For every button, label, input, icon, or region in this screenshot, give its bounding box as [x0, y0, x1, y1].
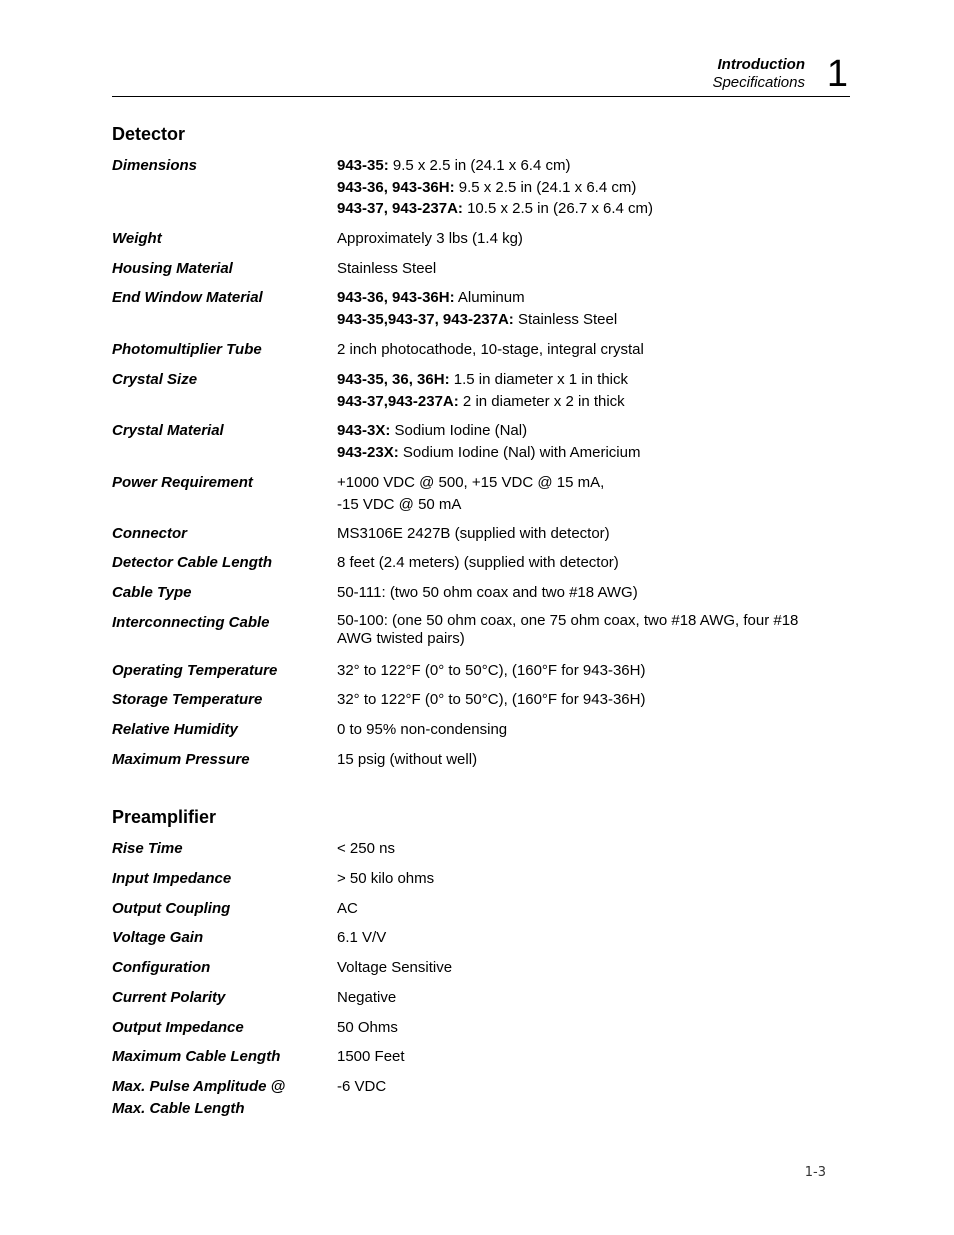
- spec-label: Input Impedance: [112, 870, 232, 887]
- spec-value: 50 Ohms: [337, 1019, 398, 1036]
- spec-label: Maximum Pressure: [112, 751, 250, 768]
- spec-value: > 50 kilo ohms: [337, 870, 435, 887]
- running-head: [712, 56, 805, 92]
- spec-value: AC: [337, 900, 358, 917]
- spec-value: Approximately 3 lbs (1.4 kg): [337, 230, 523, 247]
- chapter-number: 1: [826, 53, 848, 95]
- spec-value: 50-100: (one 50 ohm coax, one 75 ohm coax, two #18 AWG, four #18 AWG twisted pairs): [337, 612, 799, 647]
- chapter-title: Introduction: [717, 56, 805, 73]
- spec-value: 1500 Feet: [337, 1048, 405, 1065]
- spec-label: Power Requirement: [112, 474, 253, 491]
- page-number: 1-3: [804, 1165, 826, 1180]
- spec-value: Negative: [337, 989, 397, 1006]
- section-title-running: Specifications: [712, 74, 805, 91]
- spec-value: < 250 ns: [337, 840, 395, 857]
- spec-value: 6.1 V/V: [337, 929, 387, 946]
- spec-value: 943-36, 943-36H: Aluminum 943-35,943-37, 943-237A: Stainless Steel: [337, 289, 618, 328]
- spec-label: Maximum Cable Length: [112, 1048, 281, 1065]
- spec-label: Interconnecting Cable: [112, 614, 270, 631]
- spec-value: -6 VDC: [337, 1078, 387, 1095]
- spec-label: Crystal Size: [112, 371, 198, 388]
- spec-value: 32° to 122°F (0° to 50°C), (160°F for 943-36H): [337, 662, 646, 679]
- spec-label: Detector Cable Length: [112, 554, 273, 571]
- spec-label: Weight: [112, 230, 162, 247]
- detector-heading: Detector: [112, 124, 186, 144]
- spec-value: MS3106E 2427B (supplied with detector): [337, 525, 610, 542]
- spec-label: Photomultiplier Tube: [112, 341, 262, 358]
- spec-value: 943-35, 36, 36H: 1.5 in diameter x 1 in thick 943-37,943-237A: 2 in diameter x 2 in thick: [337, 371, 628, 410]
- spec-label: Housing Material: [112, 260, 233, 277]
- spec-label: Rise Time: [112, 840, 183, 857]
- page-header: [112, 52, 850, 97]
- spec-value: Voltage Sensitive: [337, 959, 453, 976]
- spec-value: 0 to 95% non-condensing: [337, 721, 508, 738]
- spec-label: End Window Material: [112, 289, 263, 306]
- spec-value: Stainless Steel: [337, 260, 437, 277]
- spec-value: 50-111: (two 50 ohm coax and two #18 AWG): [337, 584, 638, 601]
- spec-label: Crystal Material: [112, 422, 224, 439]
- spec-label: Current Polarity: [112, 989, 226, 1006]
- spec-label: Storage Temperature: [112, 691, 263, 708]
- spec-label: Max. Pulse Amplitude @ Max. Cable Length: [112, 1078, 286, 1117]
- spec-label: Voltage Gain: [112, 929, 204, 946]
- spec-label: Connector: [112, 525, 187, 542]
- spec-value: 943-35: 9.5 x 2.5 in (24.1 x 6.4 cm) 943-36, 943-36H: 9.5 x 2.5 in (24.1 x 6.4 cm) 943-37, 943-237A: 10.5 x 2.5 in (26.7 x 6.4 cm): [337, 157, 654, 217]
- spec-value: 8 feet (2.4 meters) (supplied with detector): [337, 554, 619, 571]
- spec-value: 2 inch photocathode, 10-stage, integral crystal: [337, 341, 644, 358]
- spec-label: Operating Temperature: [112, 662, 278, 679]
- preamplifier-heading: Preamplifier: [112, 807, 217, 827]
- spec-value: 943-3X: Sodium Iodine (Nal) 943-23X: Sodium Iodine (Nal) with Americium: [337, 422, 641, 461]
- spec-label: Dimensions: [112, 157, 198, 174]
- spec-value: +1000 VDC @ 500, +15 VDC @ 15 mA, -15 VDC @ 50 mA: [337, 474, 605, 513]
- spec-value: 15 psig (without well): [337, 751, 478, 768]
- spec-label: Output Impedance: [112, 1019, 244, 1036]
- spec-label: Relative Humidity: [112, 721, 238, 738]
- spec-label: Output Coupling: [112, 900, 231, 917]
- spec-value: 32° to 122°F (0° to 50°C), (160°F for 943-36H): [337, 691, 646, 708]
- spec-label: Cable Type: [112, 584, 192, 601]
- spec-label: Configuration: [112, 959, 211, 976]
